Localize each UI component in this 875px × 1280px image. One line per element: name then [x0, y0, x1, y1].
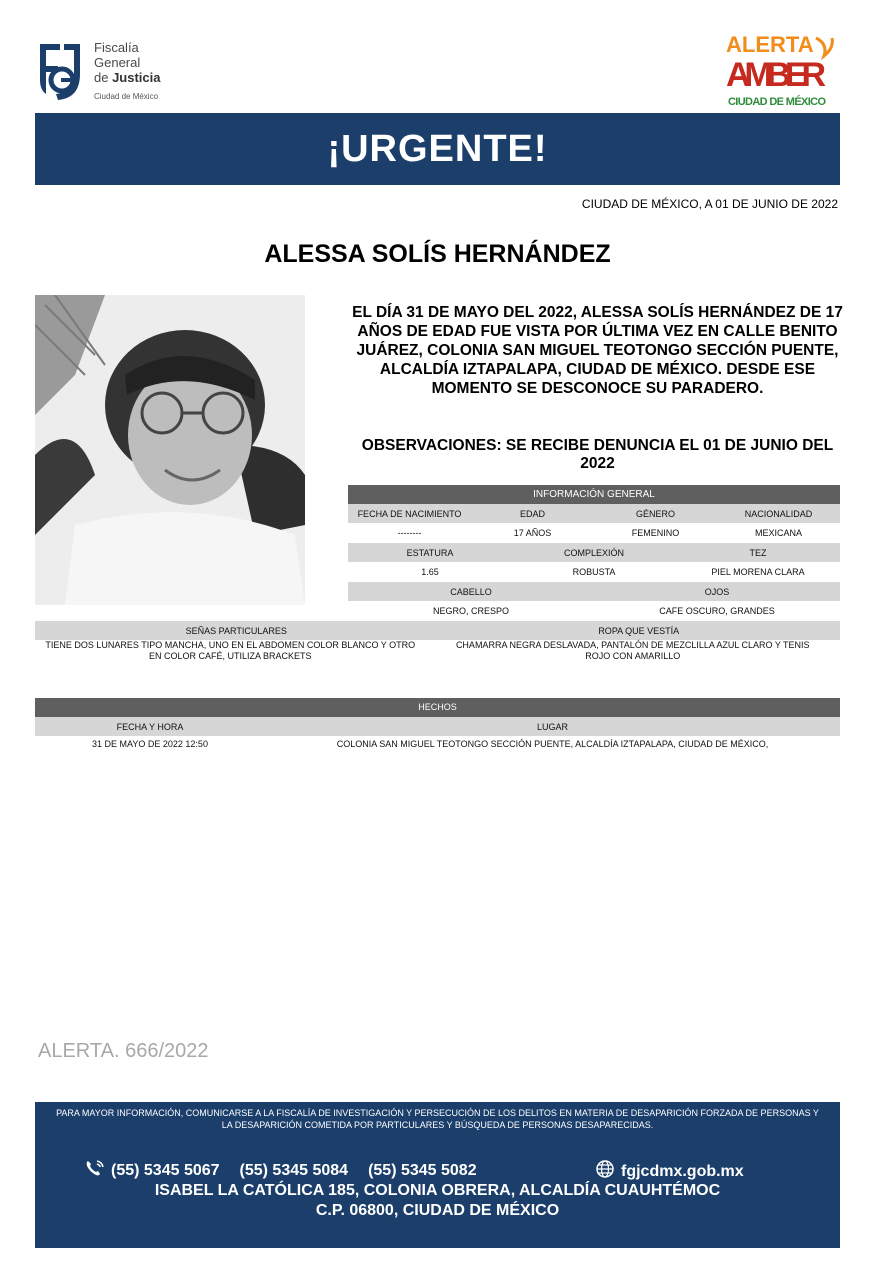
missing-person-photo — [35, 295, 305, 605]
general-info-table — [348, 485, 840, 621]
urgent-banner: ¡URGENTE! — [35, 113, 840, 185]
header-birthdate: FECHA DE NACIMIENTO — [357, 508, 462, 519]
alert-number: ALERTA. 666/2022 — [38, 1040, 209, 1062]
value-height: 1.65 — [421, 567, 439, 577]
fgj-logo-line3b: Justicia — [112, 70, 161, 85]
facts-title: HECHOS — [35, 698, 840, 717]
incident-description: EL DÍA 31 DE MAYO DEL 2022, ALESSA SOLÍS HERNÁNDEZ DE 17 AÑOS DE EDAD FUE VISTA POR ÚLTIMA VEZ EN CALLE BENITO JUÁREZ, COLONIA SAN MIGUEL TEOTONGO SECCIÓN PUENTE, ALCALDÍA IZTAPALAPA, CIUDAD DE MÉXICO. DESDE ESE MOMENTO SE DESCONOCE SU PARADERO. — [352, 304, 843, 397]
header-distinguishing-marks: SEÑAS PARTICULARES — [185, 625, 287, 636]
website — [595, 1159, 744, 1181]
header-clothing: ROPA QUE VESTÍA — [598, 625, 680, 636]
facts-values — [35, 736, 840, 752]
info-row1-values — [348, 523, 840, 543]
header-date-time: FECHA Y HORA — [116, 721, 184, 732]
value-birthdate: -------- — [397, 528, 422, 538]
value-clothing: CHAMARRA NEGRA DESLAVADA, PANTALÓN DE MEZCLILLA AZUL CLARO Y TENIS ROJO CON AMARILLO — [455, 640, 810, 661]
features-values — [35, 640, 840, 666]
header-height: ESTATURA — [406, 547, 454, 558]
header-eyes: OJOS — [704, 586, 730, 597]
header-complexion: TEZ — [749, 547, 767, 558]
website-link[interactable]: fgjcdmx.gob.mx — [621, 1163, 744, 1180]
fgj-logo-text — [94, 40, 161, 104]
alerta-amber-logo — [724, 30, 836, 110]
footer-info-text: PARA MAYOR INFORMACIÓN, COMUNICARSE A LA FISCALÍA DE INVESTIGACIÓN Y PERSECUCIÓN DE LOS DELITOS EN MATERIA DE DESAPARICIÓN FORZADA DE PERSONAS Y LA DESAPARICIÓN COMETIDA POR PARTICULARES Y BÚSQUEDA DE PERSONAS DESAPARECIDAS. — [56, 1108, 819, 1130]
contact-footer — [35, 1102, 840, 1248]
amber-wave-icon — [816, 38, 832, 56]
observations: OBSERVACIONES: SE RECIBE DENUNCIA EL 01 DE JUNIO DEL 2022 — [361, 437, 834, 472]
value-age: 17 AÑOS — [513, 528, 552, 538]
value-nationality: MEXICANA — [754, 528, 802, 538]
fgj-logo-line2: General — [94, 55, 141, 70]
amber-logo-line3: CIUDAD DE MÉXICO — [728, 96, 826, 108]
phone-1[interactable]: (55) 5345 5067 — [111, 1162, 220, 1179]
value-complexion: PIEL MORENA CLARA — [711, 567, 805, 577]
header-build: COMPLEXIÓN — [563, 547, 624, 558]
value-place: COLONIA SAN MIGUEL TEOTONGO SECCIÓN PUENTE, ALCALDÍA IZTAPALAPA, CIUDAD DE MÉXICO, — [336, 739, 769, 749]
info-row3-headers — [348, 582, 840, 601]
value-hair: NEGRO, CRESPO — [432, 606, 509, 616]
value-build: ROBUSTA — [572, 567, 616, 577]
missing-person-name: ALESSA SOLÍS HERNÁNDEZ — [264, 240, 611, 268]
fgj-logo-line3a: de — [94, 70, 113, 85]
facts-table — [35, 698, 840, 752]
fgj-logo-icon — [36, 40, 88, 104]
address — [35, 1181, 840, 1221]
portrait-image — [35, 295, 305, 605]
header-hair: CABELLO — [450, 586, 492, 597]
address-line1: ISABEL LA CATÓLICA 185, COLONIA OBRERA, ALCALDÍA CUAUHTÉMOC — [154, 1182, 721, 1199]
phone-2[interactable]: (55) 5345 5084 — [239, 1162, 349, 1179]
document-date: CIUDAD DE MÉXICO, A 01 DE JUNIO DE 2022 — [581, 197, 838, 211]
phone-3[interactable]: (55) 5345 5082 — [368, 1162, 477, 1179]
info-row1-headers — [348, 504, 840, 523]
header-gender: GÉNERO — [635, 508, 675, 519]
header-place: LUGAR — [536, 721, 568, 732]
amber-logo-line1: ALERTA — [726, 32, 814, 57]
globe-icon — [595, 1159, 615, 1179]
phone-icon — [85, 1159, 105, 1177]
features-table — [35, 621, 840, 666]
value-date-time: 31 DE MAYO DE 2022 12:50 — [92, 739, 208, 749]
phone-numbers — [85, 1159, 477, 1180]
features-headers — [35, 621, 840, 640]
value-gender: FEMENINO — [631, 528, 680, 538]
general-info-title: INFORMACIÓN GENERAL — [348, 485, 840, 504]
amber-logo-line2: AMBER — [726, 56, 826, 94]
header-nationality: NACIONALIDAD — [744, 508, 813, 519]
value-eyes: CAFE OSCURO, GRANDES — [659, 606, 775, 616]
info-row2-headers — [348, 543, 840, 562]
facts-headers — [35, 717, 840, 736]
header-age: EDAD — [519, 508, 545, 519]
fgj-logo-line4: Ciudad de México — [94, 92, 159, 101]
address-line2: C.P. 06800, CIUDAD DE MÉXICO — [315, 1202, 560, 1219]
info-row2-values — [348, 562, 840, 582]
fgj-logo-line1: Fiscalía — [94, 40, 139, 55]
value-distinguishing-marks: TIENE DOS LUNARES TIPO MANCHA, UNO EN EL ABDOMEN COLOR BLANCO Y OTRO EN COLOR CAFÉ, UTILIZA BRACKETS — [45, 640, 416, 661]
info-row3-values — [348, 601, 840, 621]
